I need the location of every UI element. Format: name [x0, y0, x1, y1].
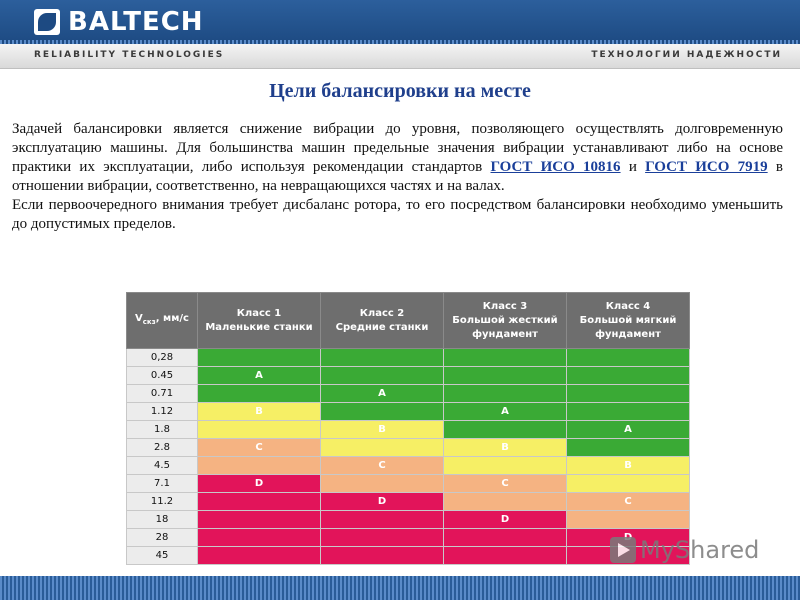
velocity-cell: 1.12	[127, 403, 198, 421]
class-4-zone-cell: B	[567, 457, 690, 475]
table-row	[127, 475, 690, 493]
table-row	[127, 349, 690, 367]
class-2-zone-cell	[321, 439, 444, 457]
class-3-zone-cell	[444, 493, 567, 511]
tagline-right: ТЕХНОЛОГИИ НАДЕЖНОСТИ	[591, 50, 782, 60]
class-2-zone-cell	[321, 529, 444, 547]
table-row	[127, 367, 690, 385]
velocity-cell: 0,28	[127, 349, 198, 367]
table-row	[127, 529, 690, 547]
class-2-zone-cell	[321, 511, 444, 529]
class-1-zone-cell	[198, 421, 321, 439]
class-4-zone-cell	[567, 367, 690, 385]
class-4-zone-cell	[567, 403, 690, 421]
paragraph-2: Если первоочередного внимания требует дисбаланс ротора, то его посредством балансировки необходимо уменьшить до допустимых пределов.	[12, 197, 783, 232]
baltech-logo	[34, 6, 204, 38]
class-2-zone-cell: D	[321, 493, 444, 511]
class-1-zone-cell	[198, 529, 321, 547]
header-v-sub: скз	[142, 318, 156, 326]
class-3-desc-2: фундамент	[472, 328, 538, 340]
velocity-cell: 0.45	[127, 367, 198, 385]
table-row	[127, 547, 690, 565]
paragraph-1	[12, 120, 783, 196]
class-3-title: Класс 3	[482, 300, 528, 312]
paragraph-1-text-a: Задачей балансировки является снижение вибрации до уровня, позволяющего осуществлять долговременную эксплуатацию машины. Для большинства машин предельные значения вибрации устанавливают либо на основе практики их эксплуатации, либо используя рекомендации стандартов	[12, 121, 783, 175]
watermark	[610, 536, 759, 564]
class-2-zone-cell	[321, 403, 444, 421]
tagline-band	[0, 44, 800, 69]
class-4-zone-cell: A	[567, 421, 690, 439]
class-3-zone-cell	[444, 547, 567, 565]
class-1-desc: Маленькие станки	[205, 321, 313, 333]
velocity-cell: 2.8	[127, 439, 198, 457]
class-4-zone-cell	[567, 439, 690, 457]
table-row	[127, 403, 690, 421]
body-text	[12, 120, 783, 234]
table-row	[127, 511, 690, 529]
page-title: Цели балансировки на месте	[269, 80, 531, 102]
class-2-zone-cell	[321, 367, 444, 385]
header-class-1	[198, 293, 321, 349]
class-1-zone-cell	[198, 493, 321, 511]
table-row	[127, 457, 690, 475]
class-1-zone-cell	[198, 547, 321, 565]
class-2-zone-cell: C	[321, 457, 444, 475]
class-4-desc-2: фундамент	[595, 328, 661, 340]
class-2-zone-cell: B	[321, 421, 444, 439]
velocity-cell: 7.1	[127, 475, 198, 493]
velocity-cell: 11.2	[127, 493, 198, 511]
header-class-4	[567, 293, 690, 349]
velocity-cell: 4.5	[127, 457, 198, 475]
class-1-zone-cell: A	[198, 367, 321, 385]
class-4-zone-cell	[567, 385, 690, 403]
table-body	[127, 349, 690, 565]
table-header-row	[127, 293, 690, 349]
velocity-cell: 45	[127, 547, 198, 565]
class-2-zone-cell	[321, 547, 444, 565]
class-1-zone-cell: C	[198, 439, 321, 457]
class-3-zone-cell: D	[444, 511, 567, 529]
class-2-zone-cell	[321, 475, 444, 493]
watermark-text: MyShared	[640, 536, 760, 564]
class-3-zone-cell	[444, 349, 567, 367]
table-row	[127, 385, 690, 403]
class-3-zone-cell	[444, 457, 567, 475]
header-v: V	[135, 313, 143, 324]
link-gost-iso-10816[interactable]: ГОСТ ИСО 10816	[490, 159, 621, 175]
class-1-zone-cell: B	[198, 403, 321, 421]
baltech-logo-icon	[34, 9, 60, 35]
class-2-zone-cell: A	[321, 385, 444, 403]
paragraph-1-text-b: и	[620, 159, 646, 175]
class-3-zone-cell: C	[444, 475, 567, 493]
paragraph-1-text-c: в отношении вибрации, соответственно, на невращающихся частях и на валах.	[12, 159, 783, 194]
velocity-cell: 18	[127, 511, 198, 529]
header-class-3	[444, 293, 567, 349]
class-1-zone-cell	[198, 385, 321, 403]
class-3-zone-cell: A	[444, 403, 567, 421]
class-3-zone-cell	[444, 385, 567, 403]
table-row	[127, 439, 690, 457]
table-row	[127, 421, 690, 439]
header-velocity	[127, 293, 198, 349]
class-4-zone-cell	[567, 511, 690, 529]
class-1-zone-cell	[198, 457, 321, 475]
link-gost-iso-7919[interactable]: ГОСТ ИСО 7919	[645, 159, 768, 175]
class-1-zone-cell	[198, 511, 321, 529]
play-icon	[610, 537, 636, 563]
header-band	[0, 0, 800, 44]
class-2-desc: Средние станки	[335, 321, 429, 333]
footer-band	[0, 576, 800, 600]
vibration-class-table	[126, 292, 690, 565]
class-3-desc: Большой жесткий	[452, 314, 558, 326]
velocity-cell: 28	[127, 529, 198, 547]
class-1-zone-cell	[198, 349, 321, 367]
class-1-title: Класс 1	[236, 307, 282, 319]
class-2-title: Класс 2	[359, 307, 405, 319]
header-class-2	[321, 293, 444, 349]
class-4-desc: Большой мягкий	[579, 314, 677, 326]
class-2-zone-cell	[321, 349, 444, 367]
class-3-zone-cell	[444, 529, 567, 547]
tagline-left: RELIABILITY TECHNOLOGIES	[34, 50, 225, 60]
velocity-cell: 0.71	[127, 385, 198, 403]
class-4-title: Класс 4	[605, 300, 651, 312]
class-3-zone-cell: B	[444, 439, 567, 457]
class-4-zone-cell	[567, 349, 690, 367]
class-4-zone-cell	[567, 475, 690, 493]
class-1-zone-cell: D	[198, 475, 321, 493]
logo-text: BALTECH	[68, 7, 204, 37]
table-row	[127, 493, 690, 511]
header-v-unit: , мм/с	[155, 313, 189, 324]
class-3-zone-cell	[444, 367, 567, 385]
class-4-zone-cell: C	[567, 493, 690, 511]
class-3-zone-cell	[444, 421, 567, 439]
velocity-cell: 1.8	[127, 421, 198, 439]
